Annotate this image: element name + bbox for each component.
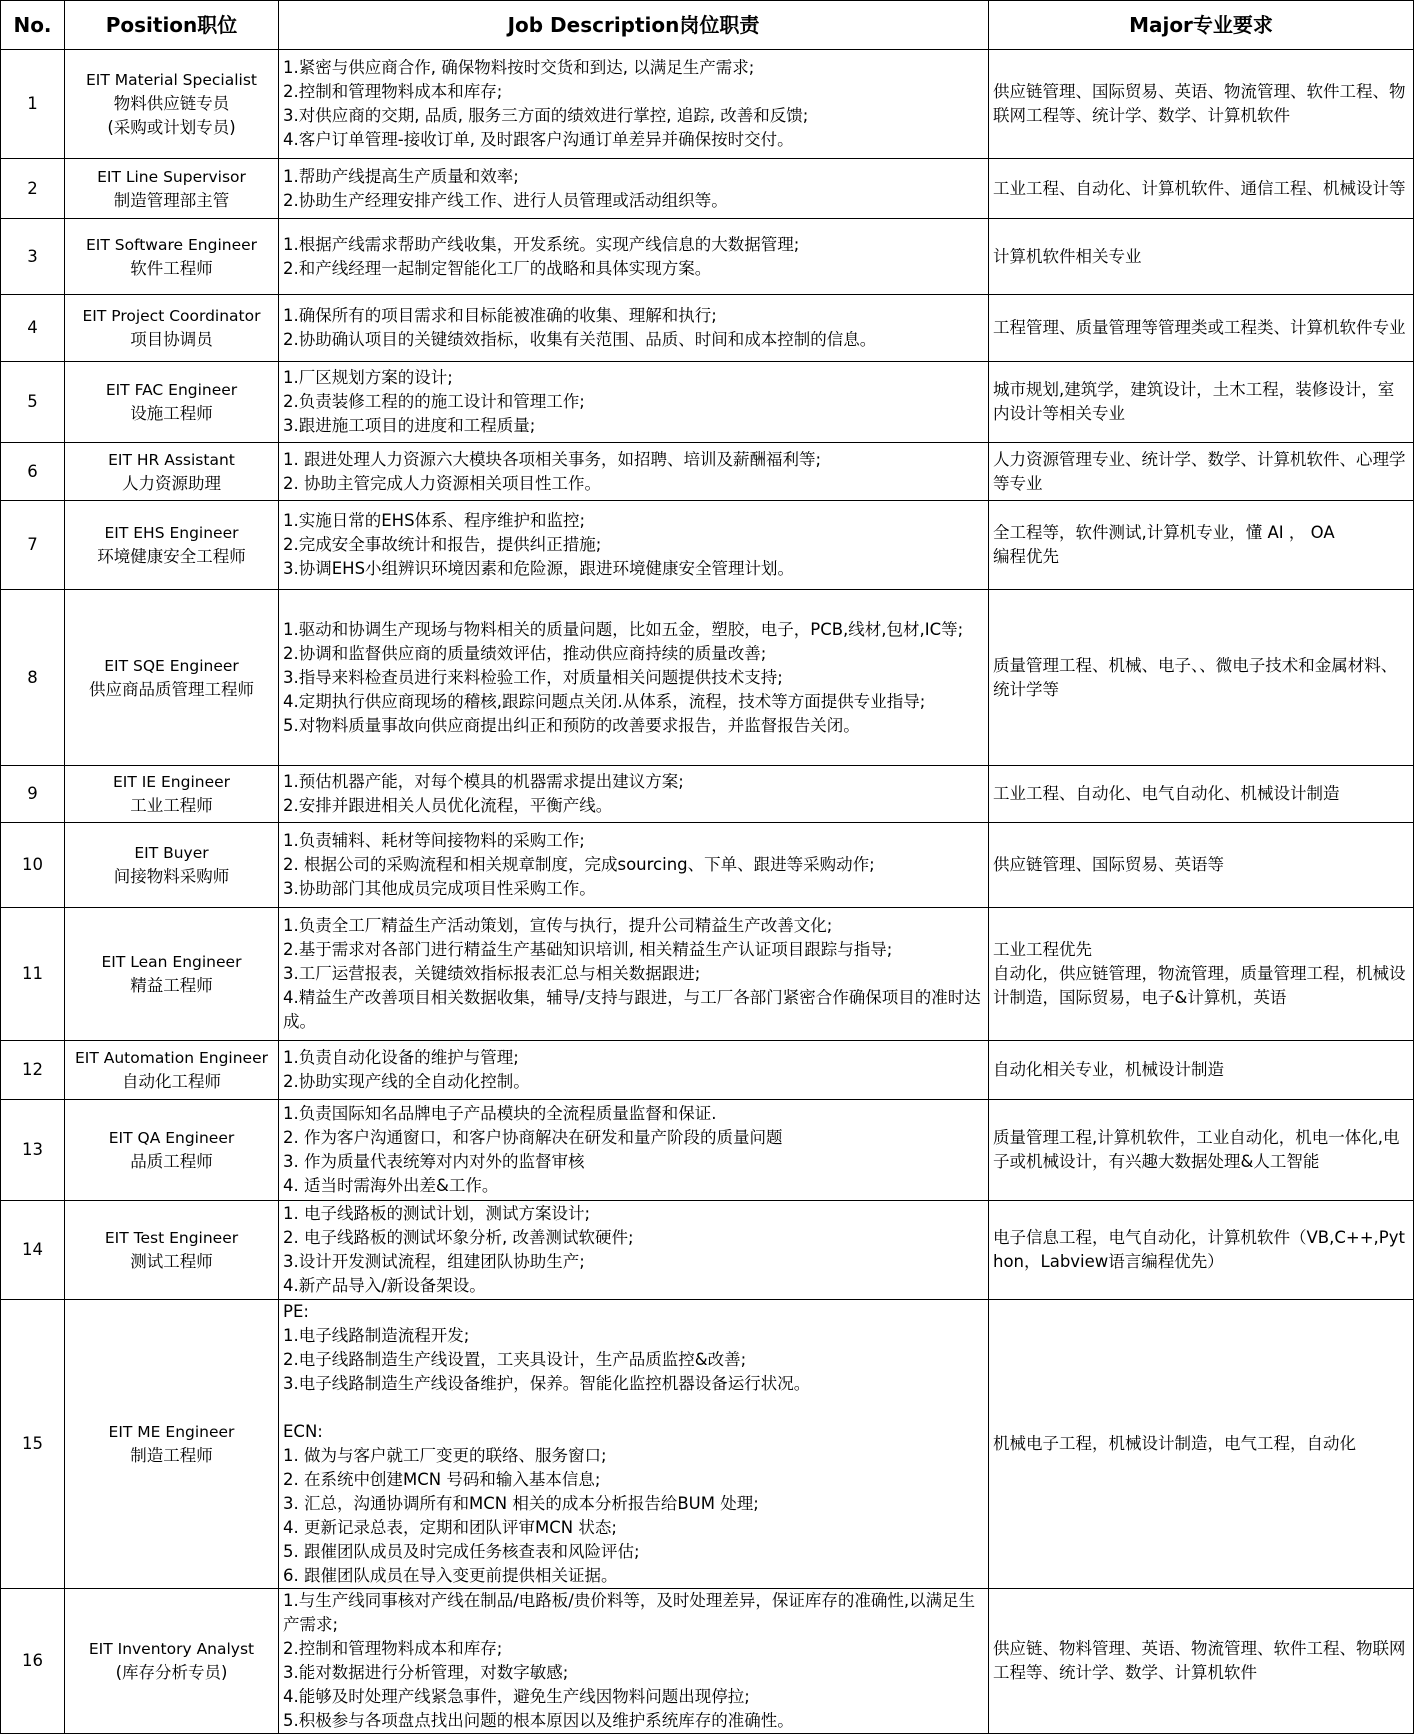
table-row — [1, 443, 1414, 501]
row-number: 10 — [1, 823, 65, 908]
position-english: EIT HR Assistant — [108, 450, 235, 469]
job-description: 1.负责国际知名品牌电子产品模块的全流程质量监督和保证. 2. 作为客户沟通窗口，和客户协商解决在研发和量产阶段的质量问题 3. 作为质量代表统筹对内对外的监督审核 4. 适当时需海外出差&工作。 — [279, 1100, 989, 1201]
job-description: 1.驱动和协调生产现场与物料相关的质量问题，比如五金，塑胶，电子，PCB,线材,包材,IC等; 2.协调和监督供应商的质量绩效评估，推动供应商持续的质量改善; 3.指导来料检查员进行来料检验工作，对质量相关问题提供技术支持; 4.定期执行供应商现场的稽核,跟踪问题点关闭.从体系，流程，技术等方面提供专业指导; 5.对物料质量事故向供应商提出纠正和预防的改善要求报告，并监督报告关闭。 — [279, 590, 989, 766]
job-description: 1.紧密与供应商合作, 确保物料按时交货和到达, 以满足生产需求; 2.控制和管理物料成本和库存; 3.对供应商的交期, 品质, 服务三方面的绩效进行掌控, 追踪, 改善和反馈; 4.客户订单管理-接收订单, 及时跟客户沟通订单差异并确保按时交付。 — [279, 50, 989, 159]
table-row — [1, 823, 1414, 908]
row-number: 4 — [1, 295, 65, 362]
position-english: EIT Project Coordinator — [82, 307, 261, 325]
position-cell — [65, 219, 279, 295]
major-requirement: 全工程等，软件测试,计算机专业，懂 AI ， OA 编程优先 — [989, 501, 1414, 590]
position-cell — [65, 295, 279, 362]
job-description: 1.预估机器产能，对每个模具的机器需求提出建议方案; 2.安排并跟进相关人员优化流程，平衡产线。 — [279, 766, 989, 823]
job-description: 1.负责全工厂精益生产活动策划，宣传与执行，提升公司精益生产改善文化; 2.基于需求对各部门进行精益生产基础知识培训, 相关精益生产认证项目跟踪与指导; 3.工厂运营报表，关键绩效指标报表汇总与相关数据跟进; 4.精益生产改善项目相关数据收集，辅导/支持与跟进，与工厂各部门紧密合作确保项目的准时达成。 — [279, 908, 989, 1041]
position-english: EIT Software Engineer — [85, 235, 258, 254]
position-chinese: (库存分析专员) — [115, 1663, 228, 1682]
position-english: EIT Material Specialist — [86, 71, 257, 89]
position-chinese: 制造工程师 — [130, 1446, 213, 1465]
header-description: Job Description岗位职责 — [279, 1, 989, 50]
major-requirement: 质量管理工程、机械、电子、、微电子技术和金属材料、统计学等 — [989, 590, 1414, 766]
position-cell — [65, 1100, 279, 1201]
position-chinese: 自动化工程师 — [122, 1072, 221, 1091]
position-cell — [65, 1589, 279, 1734]
major-requirement: 工业工程、自动化、电气自动化、机械设计制造 — [989, 766, 1414, 823]
job-description: PE: 1.电子线路制造流程开发; 2.电子线路制造生产线设置，工夹具设计，生产品质监控&改善; 3.电子线路制造生产线设备维护，保养。智能化监控机器设备运行状况。 ECN: 1. 做为与客户就工厂变更的联络、服务窗口; 2. 在系统中创建MCN 号码和输入基本信息; 3. 汇总，沟通协调所有和MCN 相关的成本分析报告给BUM 处理; 4. 更新记录总表，定期和团队评审MCN 状态; 5. 跟催团队成员及时完成任务核查表和风险评估; 6. 跟催团队成员在导入变更前提供相关证据。 — [279, 1300, 989, 1589]
table-row — [1, 219, 1414, 295]
job-description: 1. 电子线路板的测试计划，测试方案设计; 2. 电子线路板的测试坏象分析, 改善测试软硬件; 3.设计开发测试流程，组建团队协助生产; 4.新产品导入/新设备架设。 — [279, 1201, 989, 1300]
table-row — [1, 908, 1414, 1041]
row-number: 5 — [1, 362, 65, 443]
row-number: 16 — [1, 1589, 65, 1734]
major-requirement: 质量管理工程,计算机软件，工业自动化，机电一体化,电子或机械设计，有兴趣大数据处理&人工智能 — [989, 1100, 1414, 1201]
header-no: No. — [1, 1, 65, 50]
table-row — [1, 1201, 1414, 1300]
position-cell — [65, 1201, 279, 1300]
position-english: EIT Lean Engineer — [101, 953, 242, 971]
table-body — [1, 50, 1414, 1734]
job-description: 1.确保所有的项目需求和目标能被准确的收集、理解和执行; 2.协助确认项目的关键绩效指标，收集有关范围、品质、时间和成本控制的信息。 — [279, 295, 989, 362]
major-requirement: 人力资源管理专业、统计学、数学、计算机软件、心理学等专业 — [989, 443, 1414, 501]
position-chinese: 环境健康安全工程师 — [97, 547, 246, 566]
row-number: 14 — [1, 1201, 65, 1300]
position-english: EIT Inventory Analyst — [88, 1640, 255, 1658]
major-requirement: 城市规划,建筑学，建筑设计，土木工程，装修设计，室内设计等相关专业 — [989, 362, 1414, 443]
table-row — [1, 50, 1414, 159]
job-description: 1.厂区规划方案的设计; 2.负责装修工程的的施工设计和管理工作; 3.跟进施工项目的进度和工程质量; — [279, 362, 989, 443]
major-requirement: 工程管理、质量管理等管理类或工程类、计算机软件专业 — [989, 295, 1414, 362]
row-number: 2 — [1, 159, 65, 219]
position-chinese: 品质工程师 — [130, 1152, 213, 1171]
position-chinese: 供应商品质管理工程师 — [89, 679, 254, 699]
position-cell — [65, 443, 279, 501]
job-description: 1.根据产线需求帮助产线收集，开发系统。实现产线信息的大数据管理; 2.和产线经理一起制定智能化工厂的战略和具体实现方案。 — [279, 219, 989, 295]
table-row — [1, 501, 1414, 590]
table-row — [1, 590, 1414, 766]
table-row — [1, 1041, 1414, 1100]
table-row — [1, 1300, 1414, 1589]
major-requirement: 自动化相关专业，机械设计制造 — [989, 1041, 1414, 1100]
major-requirement: 供应链、物料管理、英语、物流管理、软件工程、物联网工程等、统计学、数学、计算机软件 — [989, 1589, 1414, 1734]
row-number: 3 — [1, 219, 65, 295]
position-english: EIT ME Engineer — [108, 1423, 235, 1441]
row-number: 11 — [1, 908, 65, 1041]
table-row — [1, 766, 1414, 823]
position-chinese: 间接物料采购师 — [113, 867, 230, 886]
row-number: 8 — [1, 590, 65, 766]
table-row — [1, 295, 1414, 362]
position-cell — [65, 159, 279, 219]
major-requirement: 工业工程优先 自动化，供应链管理，物流管理，质量管理工程，机械设计制造，国际贸易，电子&计算机，英语 — [989, 908, 1414, 1041]
major-requirement: 供应链管理、国际贸易、英语、物流管理、软件工程、物联网工程等、统计学、数学、计算机软件 — [989, 50, 1414, 159]
position-cell — [65, 823, 279, 908]
position-english: EIT SQE Engineer — [104, 656, 239, 675]
row-number: 15 — [1, 1300, 65, 1589]
job-description: 1.实施日常的EHS体系、程序维护和监控; 2.完成安全事故统计和报告，提供纠正措施; 3.协调EHS小组辨识环境因素和危险源，跟进环境健康安全管理计划。 — [279, 501, 989, 590]
position-cell — [65, 590, 279, 766]
major-requirement: 电子信息工程，电气自动化，计算机软件（VB,C++,Python，Labview语言编程优先） — [989, 1201, 1414, 1300]
position-english: EIT Buyer — [134, 844, 209, 862]
position-chinese: 物料供应链专员 (采购或计划专员) — [107, 94, 236, 137]
position-chinese: 人力资源助理 — [122, 473, 221, 493]
major-requirement: 机械电子工程，机械设计制造，电气工程，自动化 — [989, 1300, 1414, 1589]
header-major: Major专业要求 — [989, 1, 1414, 50]
row-number: 6 — [1, 443, 65, 501]
row-number: 9 — [1, 766, 65, 823]
position-chinese: 软件工程师 — [130, 258, 213, 278]
position-chinese: 制造管理部主管 — [113, 190, 230, 210]
table-row — [1, 1100, 1414, 1201]
table-row — [1, 159, 1414, 219]
major-requirement: 供应链管理、国际贸易、英语等 — [989, 823, 1414, 908]
position-cell — [65, 50, 279, 159]
position-english: EIT IE Engineer — [112, 773, 231, 791]
row-number: 7 — [1, 501, 65, 590]
row-number: 1 — [1, 50, 65, 159]
header-row — [1, 1, 1414, 50]
position-english: EIT Automation Engineer — [75, 1049, 268, 1067]
major-requirement: 工业工程、自动化、计算机软件、通信工程、机械设计等 — [989, 159, 1414, 219]
major-requirement: 计算机软件相关专业 — [989, 219, 1414, 295]
header-position: Position职位 — [65, 1, 279, 50]
position-cell — [65, 362, 279, 443]
position-chinese: 精益工程师 — [130, 976, 213, 995]
position-english: EIT Line Supervisor — [97, 167, 246, 186]
job-description: 1. 跟进处理人力资源六大模块各项相关事务，如招聘、培训及薪酬福利等; 2. 协助主管完成人力资源相关项目性工作。 — [279, 443, 989, 501]
position-english: EIT QA Engineer — [108, 1129, 235, 1147]
job-description: 1.负责自动化设备的维护与管理; 2.协助实现产线的全自动化控制。 — [279, 1041, 989, 1100]
position-cell — [65, 1300, 279, 1589]
row-number: 12 — [1, 1041, 65, 1100]
position-chinese: 设施工程师 — [130, 404, 213, 423]
table-row — [1, 362, 1414, 443]
position-cell — [65, 501, 279, 590]
job-description: 1.帮助产线提高生产质量和效率; 2.协助生产经理安排产线工作、进行人员管理或活动组织等。 — [279, 159, 989, 219]
position-cell — [65, 908, 279, 1041]
job-description: 1.与生产线同事核对产线在制品/电路板/贵价料等，及时处理差异，保证库存的准确性,以满足生产需求; 2.控制和管理物料成本和库存; 3.能对数据进行分析管理，对数字敏感; 4.能够及时处理产线紧急事件，避免生产线因物料问题出现停拉; 5.积极参与各项盘点找出问题的根本原因以及维护系统库存的准确性。 — [279, 1589, 989, 1734]
position-english: EIT Test Engineer — [104, 1229, 239, 1247]
position-english: EIT EHS Engineer — [104, 524, 239, 542]
position-cell — [65, 766, 279, 823]
position-english: EIT FAC Engineer — [105, 381, 238, 399]
position-chinese: 工业工程师 — [130, 796, 213, 815]
position-cell — [65, 1041, 279, 1100]
table-row — [1, 1589, 1414, 1734]
position-chinese: 项目协调员 — [130, 330, 213, 349]
position-chinese: 测试工程师 — [130, 1252, 213, 1271]
job-description: 1.负责辅料、耗材等间接物料的采购工作; 2. 根据公司的采购流程和相关规章制度，完成sourcing、下单、跟进等采购动作; 3.协助部门其他成员完成项目性采购工作。 — [279, 823, 989, 908]
row-number: 13 — [1, 1100, 65, 1201]
